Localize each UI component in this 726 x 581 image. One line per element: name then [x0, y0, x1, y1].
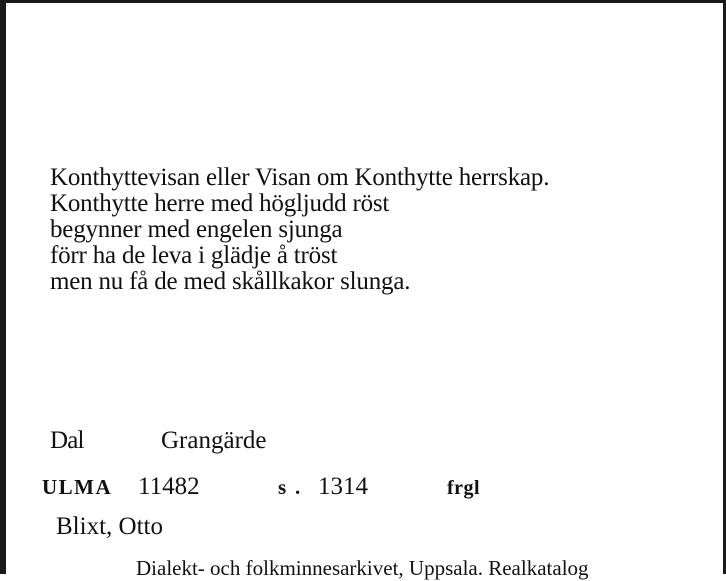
record-number: 11482	[138, 473, 200, 500]
page-prefix-dot: .	[295, 475, 301, 499]
verse-line: förr ha de leva i glädje å tröst	[50, 242, 338, 269]
page-number: 1314	[318, 473, 368, 500]
page-prefix: s	[278, 475, 287, 499]
verse-line: begynner med engelen sjunga	[50, 216, 343, 243]
parish-label: Grangärde	[161, 427, 267, 454]
collector-name: Blixt, Otto	[56, 513, 163, 540]
verse-text	[50, 165, 549, 295]
province-label: Dal	[50, 427, 84, 454]
archive-code: ULMA	[42, 475, 113, 499]
archive-footer: Dialekt- och folkminnesarkivet, Uppsala. Realkatalog	[136, 556, 589, 580]
verse-line: Konthytte herre med högljudd röst	[50, 190, 390, 217]
verse-line: Konthyttevisan eller Visan om Konthytte herrskap.	[50, 164, 550, 191]
verse-line: men nu få de med skållkakor slunga.	[50, 268, 411, 295]
category-code: frgl	[447, 477, 481, 499]
